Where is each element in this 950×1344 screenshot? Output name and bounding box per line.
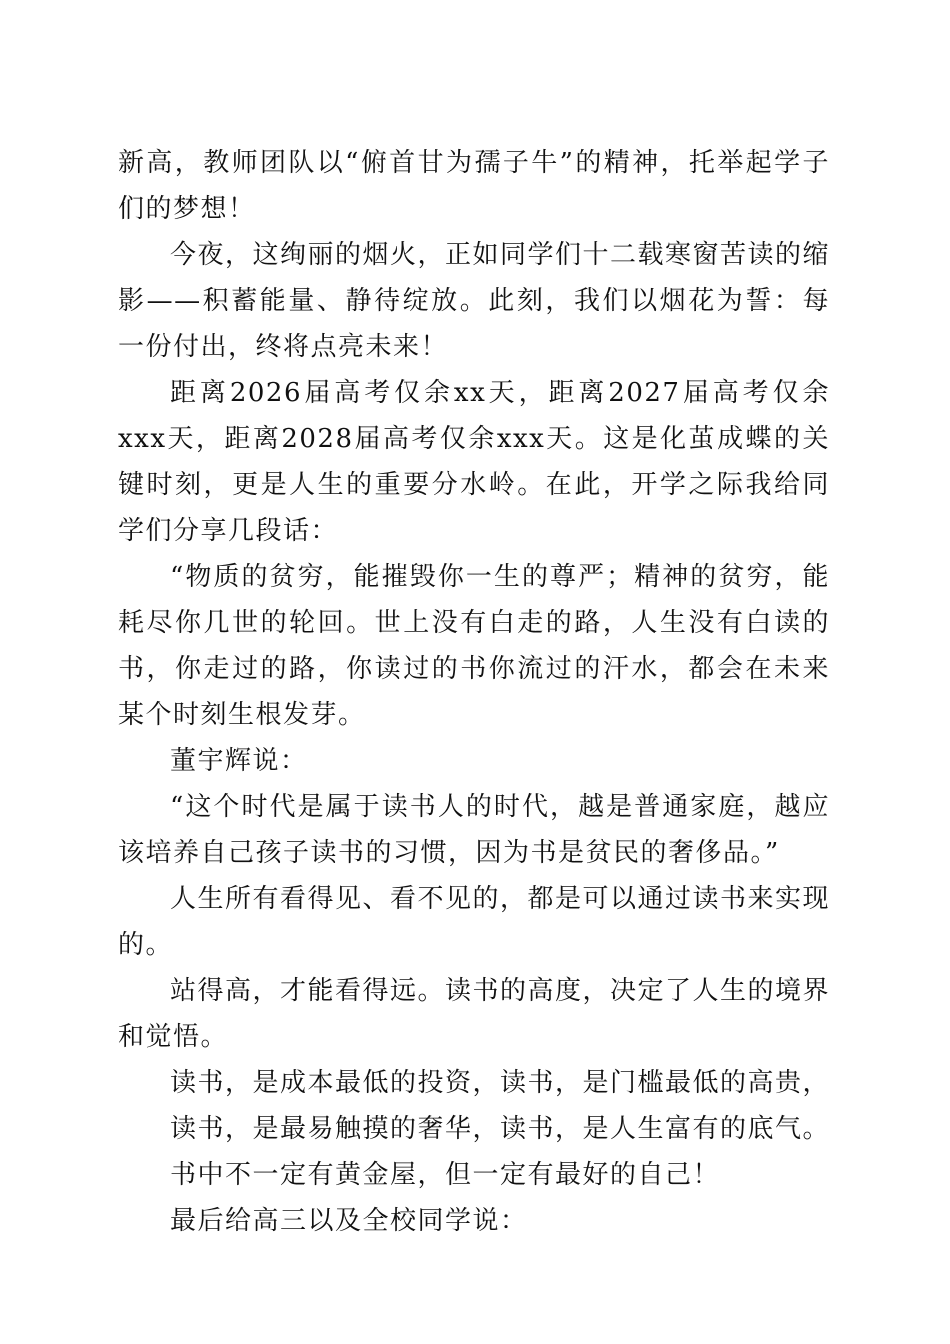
- paragraph-stand-high: 站得高，才能看得远。读书的高度，决定了人生的境界和觉悟。: [118, 976, 831, 1052]
- paragraph-fireworks: 今夜，这绚丽的烟火，正如同学们十二载寒窗苦读的缩影——积蓄能量、静待绽放。此刻，我们以烟花为誓：每一份付出，终将点亮未来！: [118, 240, 831, 362]
- document-body: [118, 140, 830, 1244]
- paragraph-continuation: 新高，教师团队以“俯首甘为孺子牛”的精神，托举起学子们的梦想！: [118, 148, 830, 224]
- paragraph-reading-investment: 读书，是成本最低的投资，读书，是门槛最低的高贵，: [170, 1068, 831, 1098]
- paragraph-dong-yuhui: 董宇辉说：: [170, 746, 308, 776]
- paragraph-reading-luxury: 读书，是最易触摸的奢华，读书，是人生富有的底气。: [170, 1114, 831, 1144]
- paragraph-quote-era: “这个时代是属于读书人的时代，越是普通家庭，越应该培养自己孩子读书的习惯，因为书是贫民的奢侈品。”: [118, 792, 830, 868]
- paragraph-final-words: 最后给高三以及全校同学说：: [170, 1206, 528, 1236]
- paragraph-countdown: 距离2026届高考仅余xx天，距离2027届高考仅余xxx天，距离2028届高考仅余xxx天。这是化茧成蝶的关键时刻，更是人生的重要分水岭。在此，开学之际我给同学们分享几段话：: [118, 378, 830, 546]
- paragraph-quote-poverty: “物质的贫穷，能摧毁你一生的尊严；精神的贫穷，能耗尽你几世的轮回。世上没有白走的路，人生没有白读的书，你走过的路，你读过的书你流过的汗水，都会在未来某个时刻生根发芽。: [118, 562, 830, 730]
- paragraph-golden-house: 书中不一定有黄金屋，但一定有最好的自己！: [170, 1160, 721, 1190]
- paragraph-reading-realize: 人生所有看得见、看不见的，都是可以通过读书来实现的。: [118, 884, 831, 960]
